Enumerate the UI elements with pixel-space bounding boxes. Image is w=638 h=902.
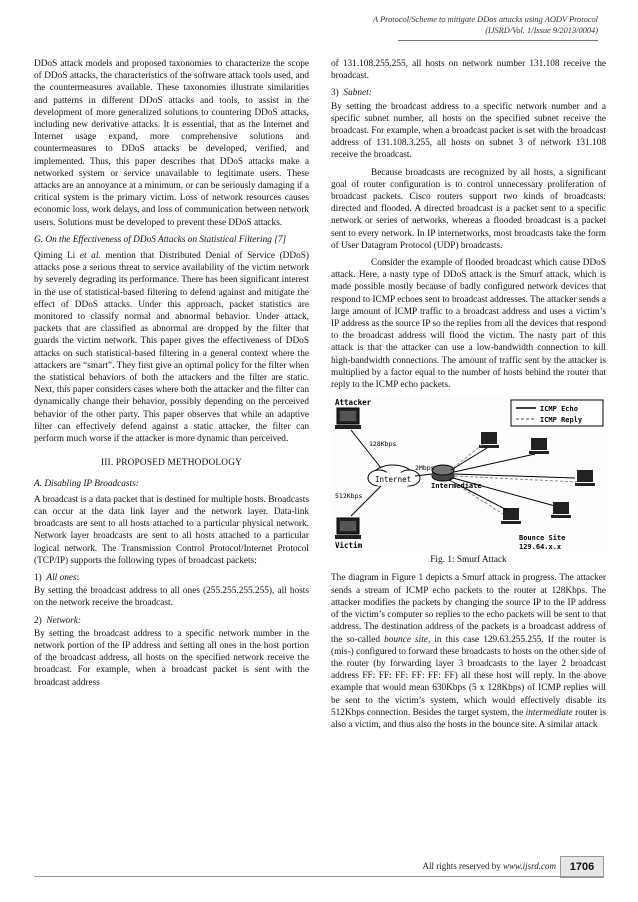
- figure-caption: Fig. 1: Smurf Attack: [430, 555, 507, 566]
- p3-text-a: The diagram in Figure 1 depicts a Smurf attack in progress. The attacker sends a stream of ICMP echo packets to the router at 128Kbps. The attacker modifies the packets by changing the source IP to the IP address of the victim’s computer so replies to the echo packets will be sent to that address. The destination address of the packets is a broadcast address of the so-called: [331, 573, 606, 645]
- attacker-computer-icon: [335, 408, 361, 429]
- rights-text: All rights reserved by: [422, 861, 503, 871]
- subheading-network: [34, 615, 309, 627]
- legend-reply-label: ICMP Reply: [540, 416, 583, 425]
- rate-2mbps-label: 2Mbps: [415, 464, 435, 473]
- bounce-site-label: Bounce Site: [519, 534, 566, 543]
- page-number: 1706: [560, 856, 604, 878]
- bounce-site-term: bounce site: [384, 634, 428, 645]
- header-journal: (IJSRD/Vol. 1/Issue 9/2013/0004): [485, 26, 598, 35]
- bounce-ip-label: 129.64.x.x: [519, 543, 562, 552]
- all-ones-text: By setting the broadcast address to all ones (255.255.255.255), all hosts on the network receive the broadcast.: [34, 586, 309, 609]
- smurf-attack-figure: [331, 396, 606, 552]
- router-icon: [432, 465, 454, 481]
- intermediate-label: Intermediate: [431, 482, 482, 491]
- subheading-number: 2): [34, 615, 42, 626]
- author-name: Qiming Li: [34, 251, 80, 262]
- section-title: III. PROPOSED METHODOLOGY: [100, 458, 243, 469]
- p3-text-b: , in this case 129.63.255.255. If the router is (mis-) configured to forward these broadcasts to hosts on the other side of the router (by forwarding layer 3 broadcasts to the layer 2 broadcast address FF: FF: FF: FF: FF: FF) all these host will reply. In the above example that would mean 630Kbps (5 x 128Kbps) of ICMP replies will be sent to the victim’s system, which would effectively disable its 512Kbps connection. Besides the target system, the: [331, 634, 606, 718]
- right-paragraph-3: [331, 572, 606, 731]
- right-paragraph-1: Because broadcasts are recognized by all hosts, a significant goal of router configuration is to control unnecessary proliferation of broadcast packets. Cisco routers support two kinds of broadcasts: directed and flooded. A directed broadcast is a packet sent to a specific network or series of networks, whereas a flooded broadcast is a packet sent to every network. In IP internetworks, most broadcasts take the form of User Datagram Protocol (UDP) broadcasts.: [331, 167, 606, 251]
- smurf-attack-diagram: [331, 396, 606, 552]
- subnet-text: By setting the broadcast address to a specific network number and a specific subnet number, all hosts on the specified subnet receive the broadcast. For example, when a broadcast packet is set with the broadcast address of 131.108.3.255, all hosts on subnet 3 of network 131.108 receive the broadcast.: [331, 101, 606, 161]
- left-paragraph-3: A broadcast is a data packet that is destined for multiple hosts. Broadcasts can occur at the data link layer and the network layer. Data-link broadcasts are sent to all hosts attached to a particular physical network. Network layer broadcasts are sent to all hosts attached to a particular logical network. The Transmission Control Protocol/Internet Protocol (TCP/IP) supports the following types of broadcast packets:: [34, 494, 309, 566]
- footer-rule: [34, 876, 604, 877]
- footer-rights: [423, 861, 557, 871]
- rate-128-label: 128Kbps: [369, 440, 397, 449]
- subheading-text: Subnet:: [343, 88, 372, 99]
- right-column: [331, 58, 606, 736]
- host-computer-icon: [479, 432, 499, 448]
- left-paragraph-2-text: mention that Distributed Denial of Service (DDoS) attacks pose a serious threat to service availability of the victim network by severely degrading its performance. There has been significant interest in the use of statistical-based filtering to defend against and mitigate the effect of DDoS attacks. Under this approach, packet statistics are monitored to classify normal and abnormal behavior. Under attack, packets that are classified as abnormal are dropped by the filter that guards the victim network. This paper gives the effectiveness of DDoS attacks on such statistical-based filtering in a general context where the attackers are “smart”. They first give an optimal policy for the filter when the statistical behaviors of both the attackers and the filter are static. Next, this paper considers cases where both the attacker and the filter can dynamically change their behavior, possibly depending on the perceived behavior of the other party. This paper observes that while an adaptive filter can effectively defend against a static attacker, the filter can perform much worse if the attacker is more dynamic than perceived.: [34, 251, 310, 445]
- host-computer-icon: [529, 438, 549, 454]
- subheading-subnet: [331, 87, 606, 99]
- intermediate-term: intermediate: [525, 707, 573, 718]
- attacker-label: Attacker: [335, 398, 372, 408]
- heading-g: G. On the Effectiveness of DDoS Attacks on Statistical Filtering [7]: [34, 234, 287, 245]
- host-computer-icon: [501, 508, 521, 524]
- right-paragraph-0: of 131.108.255.255, all hosts on network number 131.108 receive the broadcast.: [331, 59, 606, 82]
- subheading-text: Network:: [46, 615, 82, 626]
- internet-label: Internet: [375, 475, 412, 485]
- p3-text-c: router is also a victim, and thus also the hosts in the bounce site. A similar attack: [331, 707, 606, 730]
- left-paragraph-2: [34, 250, 309, 445]
- subheading-number: 3): [331, 88, 339, 99]
- left-column: [34, 58, 309, 694]
- right-paragraph-2: Consider the example of flooded broadcast which cause DDoS attack. Here, a nasty type of DDoS attack is the Smurf attack, which is made possible mostly because of badly configured network devices that respond to ICMP echoes sent to broadcast addresses. The attacker sends a large amount of ICMP traffic to a broadcast address and uses a victim’s IP address as the source IP so the replies from all the devices that respond to the broadcast address will flood the victim. The nasty part of this attack is that the attacker can use a low-bandwidth connection to kill high-bandwidth connections. The amount of traffic sent by the attacker is multiplied by a factor equal to the number of hosts behind the router that reply to the ICMP echo packets.: [331, 258, 606, 391]
- legend-echo-label: ICMP Echo: [540, 405, 578, 414]
- figure-legend: [511, 400, 603, 426]
- header-title: A Protocol/Scheme to mitigate DDos attacks using AODV Protocol: [372, 15, 598, 24]
- network-text: By setting the broadcast address to a specific network number in the network portion of the IP address and setting all ones in the host portion of the broadcast address, all hosts on the specified network receive the broadcast. For example, when a broadcast packet is sent with the broadcast address: [34, 628, 309, 688]
- heading-a: A. Disabling IP Broadcasts:: [34, 478, 139, 489]
- host-computer-icon: [575, 470, 595, 486]
- host-computer-icon: [551, 502, 571, 518]
- subheading-all-ones: 1) All ones:: [34, 572, 80, 583]
- running-header: [0, 14, 598, 36]
- subheading-text: All ones: [46, 572, 77, 583]
- header-rule: [398, 40, 598, 41]
- victim-computer-icon: [335, 518, 361, 539]
- page-footer: [0, 856, 638, 878]
- subheading-number: 1): [34, 572, 42, 583]
- site-link[interactable]: www.ijsrd.com: [502, 861, 556, 871]
- victim-label: Victim: [335, 541, 363, 551]
- rate-512-label: 512Kbps: [335, 492, 363, 501]
- left-paragraph-1: DDoS attack models and proposed taxonomies to characterize the scope of DDoS attacks, the characteristics of the software attack tools used, and the countermeasures available. These taxonomies illustrate similarities and patterns in different DDoS attacks and tools, to assist in the development of more generalized solutions to countering DDoS attacks, including new derivative attacks. It is essential, that as the Internet and Internet usage expand, more comprehensive solutions and countermeasures to DDoS attacks be developed, verified, and implemented. Thus, this paper describes that DDoS attacks make a networked system or service unavailable to legitimate users. These attacks are an annoyance at a minimum, or can be seriously damaging if a critical system is the primary victim. Loss of network resources causes economic loss, work delays, and loss of communication between network users. Solutions must be developed to prevent these DDoS attacks.: [34, 59, 309, 228]
- et-al: et al.: [79, 251, 101, 262]
